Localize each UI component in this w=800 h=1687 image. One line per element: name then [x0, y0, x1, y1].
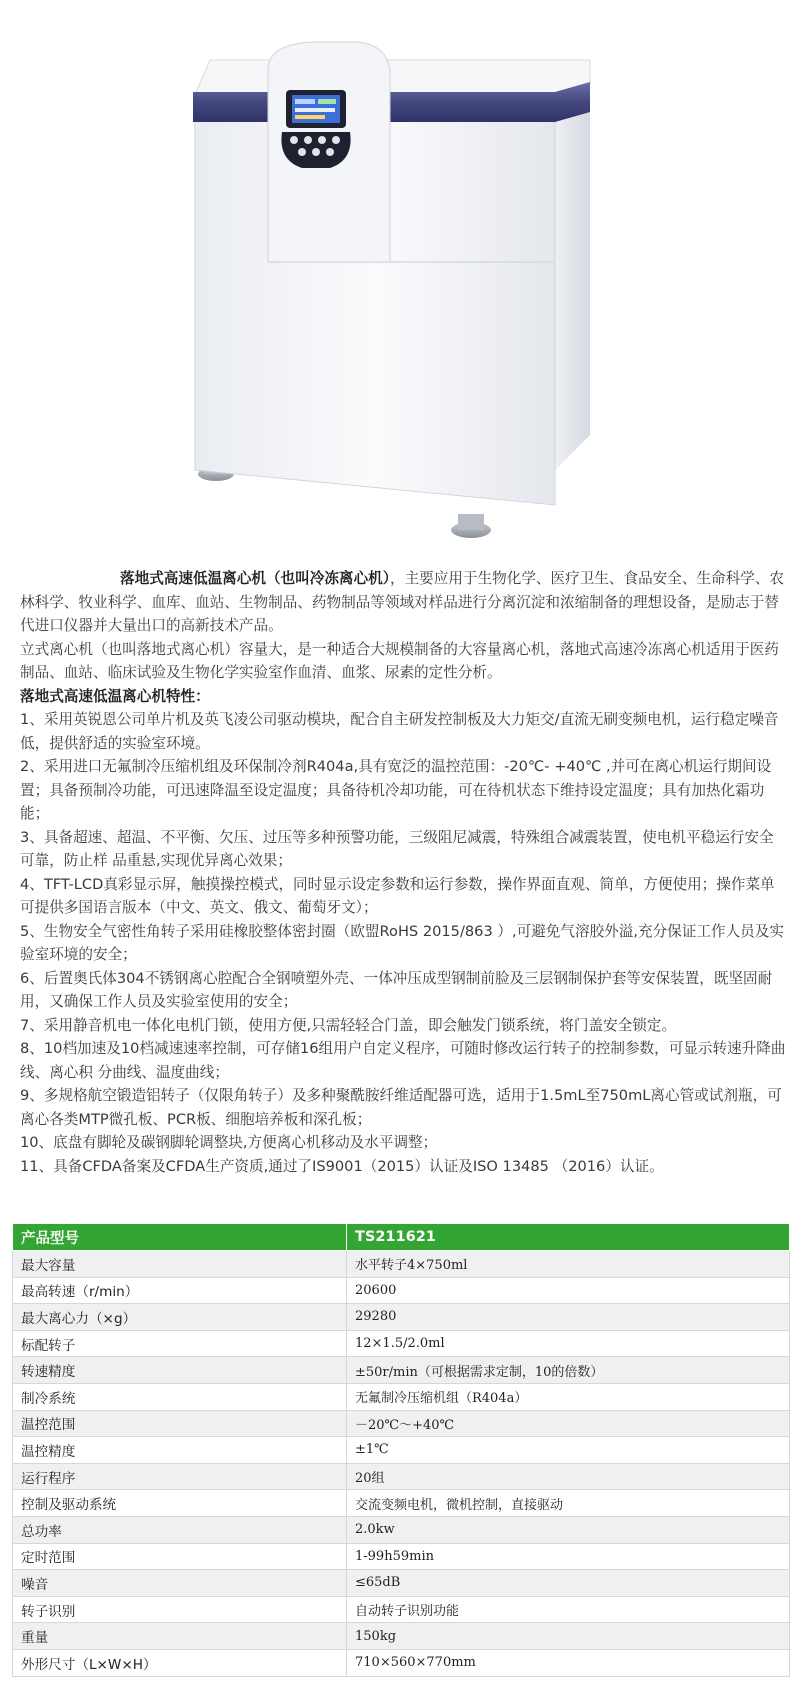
feature-item: 7、采用静音机电一体化电机门锁，使用方便,只需轻轻合门盖，即会触发门锁系统，将门盖安全锁定。	[20, 1016, 677, 1034]
intro-title: 落地式高速低温离心机（也叫冷冻离心机）	[120, 570, 390, 587]
centrifuge-lid	[195, 60, 590, 95]
spec-value: －20℃～+40℃	[347, 1410, 790, 1437]
feature-item: 4、TFT-LCD真彩显示屏，触摸操控模式，同时显示设定参数和运行参数，操作界面直观、简单，方便使用；操作菜单可提供多国语言版本（中文、英文、俄文、葡萄牙文）；	[20, 875, 775, 916]
feature-item: 9、多规格航空锻造铝转子（仅限角转子）及多种聚酰胺纤维适配器可选，适用于1.5mL至750mL离心管或试剂瓶，可离心各类MTP微孔板、PCR板、细胞培养板和深孔板；	[20, 1087, 782, 1128]
spec-key: 最大容量	[13, 1251, 347, 1278]
spec-value: 2.0kw	[347, 1516, 790, 1543]
spec-table-header	[13, 1224, 790, 1251]
spec-value: ±50r/min（可根据需求定制，10的倍数）	[347, 1357, 790, 1384]
table-row	[13, 1463, 790, 1490]
spec-value: TS211621	[347, 1224, 790, 1251]
product-image	[0, 0, 800, 560]
spec-key: 制冷系统	[13, 1383, 347, 1410]
feature-item: 1、采用英锐恩公司单片机及英飞凌公司驱动模块，配合自主研发控制板及大力矩交/直流无刷变频电机，运行稳定噪音低，提供舒适的实验室环境。	[20, 711, 779, 752]
spec-key: 运行程序	[13, 1463, 347, 1490]
spec-key: 重量	[13, 1623, 347, 1650]
feature-item: 11、具备CFDA备案及CFDA生产资质,通过了IS9001（2015）认证及ISO 13485 （2016）认证。	[20, 1157, 664, 1175]
spec-key: 控制及驱动系统	[13, 1490, 347, 1517]
spec-value: ≤65dB	[347, 1570, 790, 1597]
feature-item: 10、底盘有脚轮及碳钢脚轮调整块,方便离心机移动及水平调整；	[20, 1134, 438, 1151]
spec-value: 20600	[347, 1277, 790, 1304]
feature-item: 8、10档加速及10档减速速率控制，可存储16组用户自定义程序，可随时修改运行转子的控制参数，可显示转速升降曲线、离心积 分曲线、温度曲线；	[20, 1040, 786, 1081]
table-row	[13, 1543, 790, 1570]
table-row	[13, 1383, 790, 1410]
table-row	[13, 1410, 790, 1437]
table-row	[13, 1596, 790, 1623]
table-row	[13, 1437, 790, 1464]
table-row	[13, 1357, 790, 1384]
table-row	[13, 1649, 790, 1676]
spec-key: 外形尺寸（L×W×H）	[13, 1649, 347, 1676]
spec-key: 总功率	[13, 1516, 347, 1543]
spec-key: 最高转速（r/min）	[13, 1277, 347, 1304]
features-title: 落地式高速低温离心机特性：	[20, 687, 210, 705]
second-paragraph: 立式离心机（也叫落地式离心机）容量大，是一种适合大规模制备的大容量离心机，落地式高速冷冻离心机适用于医药制品、血站、临床试验及生物化学实验室作血清、血浆、尿素的定性分析。	[20, 640, 779, 681]
intro-text: ，主要应用于生物化学、医疗卫生、食品安全、生命科学、农林科学、牧业科学、血库、血站、生物制品、药物制品等领域对样品进行分离沉淀和浓缩制备的理想设备，是励志于替代进口仪器并大量出口的高新技术产品。	[20, 570, 785, 634]
product-description	[20, 567, 786, 1178]
spec-value: 1-99h59min	[347, 1543, 790, 1570]
spec-value: 710×560×770mm	[347, 1649, 790, 1676]
spec-key: 温控范围	[13, 1410, 347, 1437]
spec-value: 12×1.5/2.0ml	[347, 1330, 790, 1357]
table-row	[13, 1251, 790, 1278]
intro-paragraph	[20, 567, 786, 638]
spec-value: 150kg	[347, 1623, 790, 1650]
table-row	[13, 1304, 790, 1331]
spec-value: 自动转子识别功能	[347, 1596, 790, 1623]
spec-value: 20组	[347, 1463, 790, 1490]
spec-value: ±1℃	[347, 1437, 790, 1464]
spec-table	[12, 1223, 790, 1677]
spec-value: 水平转子4×750ml	[347, 1251, 790, 1278]
spec-key: 标配转子	[13, 1330, 347, 1357]
spec-value: 交流变频电机，微机控制，直接驱动	[347, 1490, 790, 1517]
spec-key: 噪音	[13, 1570, 347, 1597]
spec-key: 定时范围	[13, 1543, 347, 1570]
table-row	[13, 1330, 790, 1357]
spec-value: 29280	[347, 1304, 790, 1331]
feature-item: 3、具备超速、超温、不平衡、欠压、过压等多种预警功能，三级阻尼减震，特殊组合减震装置，使电机平稳运行安全可靠，防止样 品重悬,实现优异离心效果；	[20, 828, 774, 869]
spec-key: 转子识别	[13, 1596, 347, 1623]
spec-value: 无氟制冷压缩机组（R404a）	[347, 1383, 790, 1410]
spec-key: 温控精度	[13, 1437, 347, 1464]
spec-key: 最大离心力（×g）	[13, 1304, 347, 1331]
spec-key: 产品型号	[13, 1224, 347, 1251]
spec-key: 转速精度	[13, 1357, 347, 1384]
table-row	[13, 1623, 790, 1650]
table-row	[13, 1516, 790, 1543]
table-row	[13, 1490, 790, 1517]
feature-item: 6、后置奥氏体304不锈钢离心腔配合全钢喷塑外壳、一体冲压成型钢制前脸及三层钢制保护套等安保装置，既坚固耐用，又确保工作人员及实验室使用的安全；	[20, 969, 773, 1010]
centrifuge-illustration	[0, 0, 800, 560]
table-row	[13, 1570, 790, 1597]
feature-item: 5、生物安全气密性角转子采用硅橡胶整体密封圈（欧盟RoHS 2015/863 ）,可避免气溶胶外溢,充分保证工作人员及实验室环境的安全；	[20, 922, 784, 963]
table-row	[13, 1277, 790, 1304]
feature-item: 2、采用进口无氟制冷压缩机组及环保制冷剂R404a,具有宽泛的温控范围：-20℃- +40℃ ,并可在离心机运行期间设置；具备预制冷功能，可迅速降温至设定温度；具备待机冷却功能，可在待机状态下维持设定温度；具有加热化霜功能；	[20, 758, 772, 822]
